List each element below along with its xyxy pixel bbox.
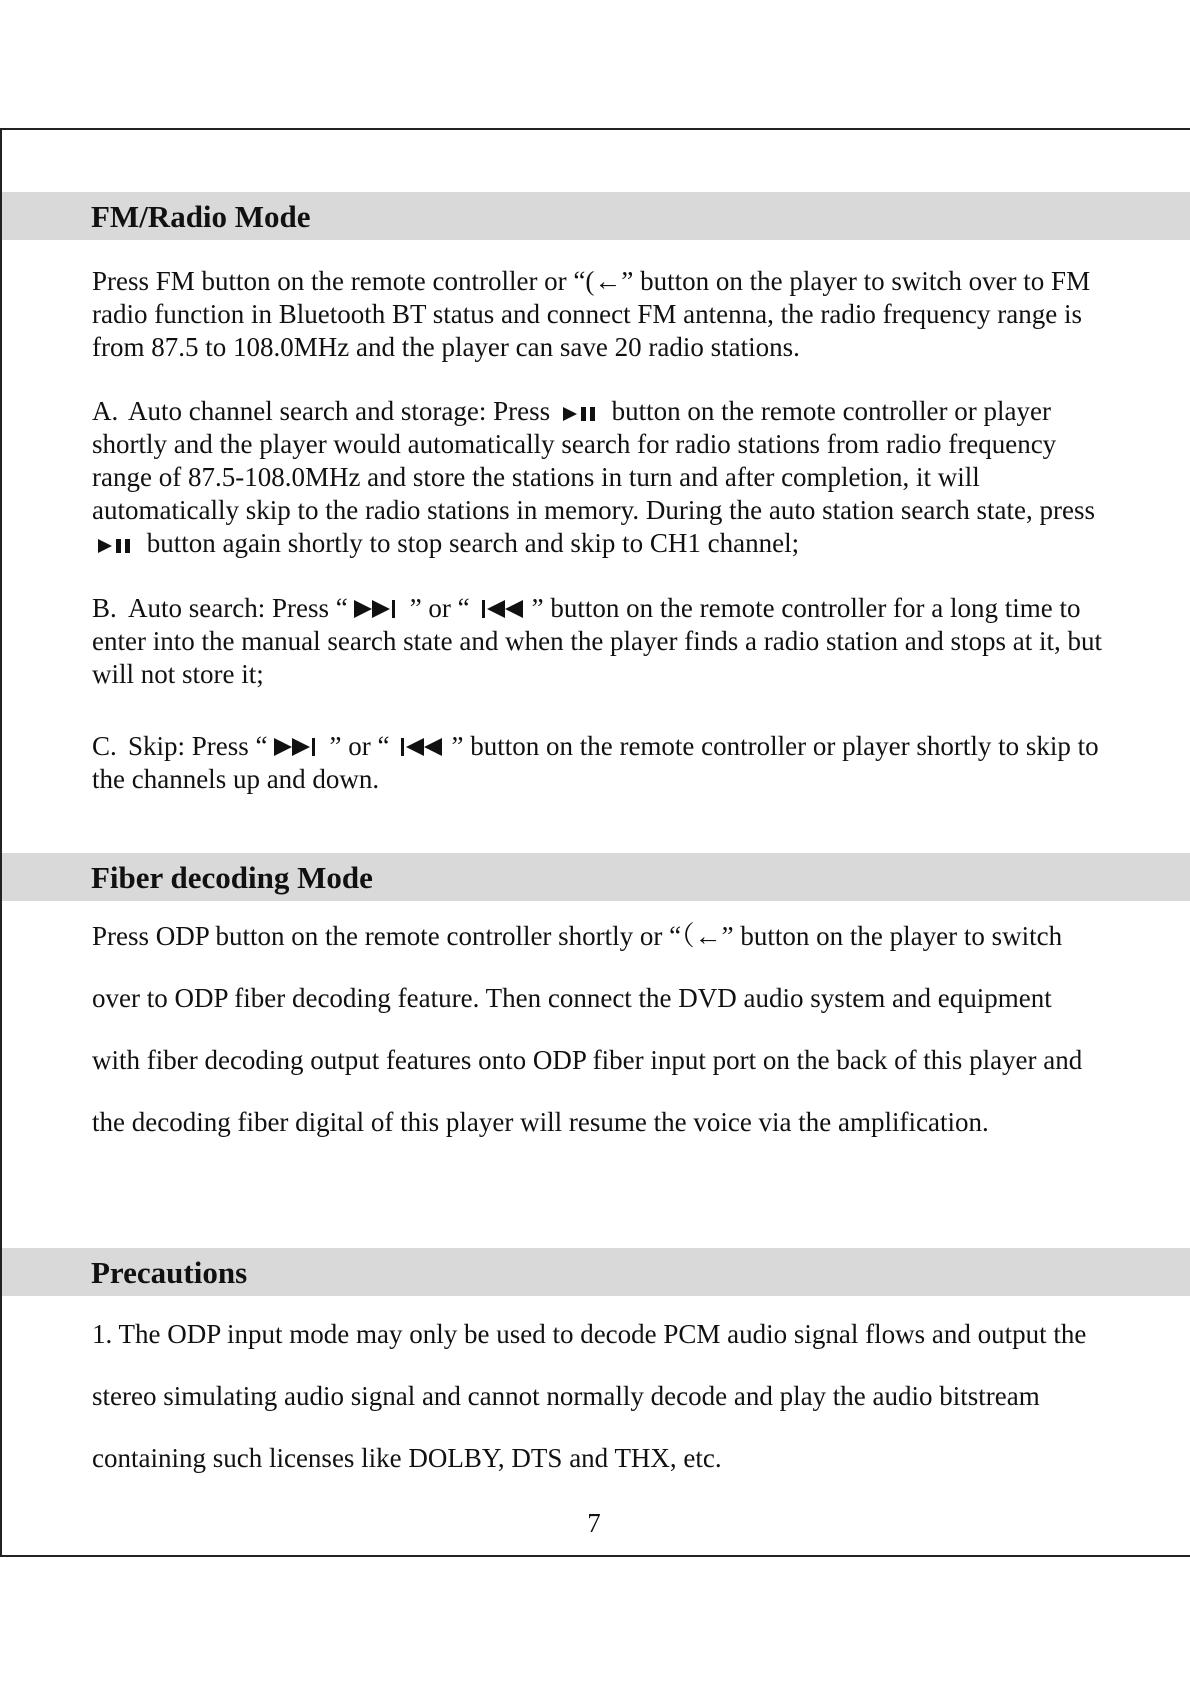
item-label: B. xyxy=(92,593,117,623)
section-title-fiber: Fiber decoding Mode xyxy=(91,860,373,895)
next-track-icon xyxy=(352,598,406,620)
fm-item-a xyxy=(92,395,1102,560)
section-title-fm: FM/Radio Mode xyxy=(91,199,311,234)
next-track-icon xyxy=(272,736,326,758)
previous-track-icon xyxy=(474,598,528,620)
play-pause-icon xyxy=(561,405,601,423)
play-pause-icon xyxy=(96,537,136,555)
item-b-text-3: ” button on the remote controller for a long time to enter into the manual search state and when the player finds a radio station and stops at it, but will not store it; xyxy=(92,593,1102,689)
item-c-text-1: Skip: Press “ xyxy=(128,731,268,761)
fm-item-b xyxy=(92,592,1102,691)
page-number: 7 xyxy=(587,1508,601,1538)
item-label: C. xyxy=(92,731,117,761)
section-header-fm xyxy=(2,192,1190,240)
precautions-text: 1. The ODP input mode may only be used to decode PCM audio signal flows and output the stereo simulating audio signal and cannot normally decode and play the audio bitstream containing such licenses like DOLBY, DTS and THX, etc. xyxy=(92,1319,1087,1473)
item-b-text-2: ” or “ xyxy=(409,593,470,623)
item-a-text-1: Auto channel search and storage: Press xyxy=(128,396,551,426)
fm-item-c xyxy=(92,730,1102,796)
item-b-text-1: Auto search: Press “ xyxy=(128,593,348,623)
previous-track-icon xyxy=(393,736,447,758)
item-a-text-2: button on the remote controller or player shortly and the player would automatically search for radio stations from radio frequency range of 87.5-108.0MHz and store the stations in turn and after completion, it will automatically skip to the radio stations in memory. During the auto station search state, press xyxy=(92,396,1096,525)
section-header-precautions xyxy=(2,1248,1190,1296)
item-c-text-2: ” or “ xyxy=(329,731,390,761)
item-label: A. xyxy=(92,396,119,426)
section-header-fiber xyxy=(2,853,1190,901)
item-a-text-3: button again shortly to stop search and skip to CH1 channel; xyxy=(146,528,800,558)
item-c-text-3: ” button on the remote controller or player shortly to skip to the channels up and down. xyxy=(92,731,1099,794)
section-title-precautions: Precautions xyxy=(91,1255,248,1290)
fm-intro: Press FM button on the remote controller or “(←” button on the player to switch over to FM radio function in Bluetooth BT status and connect FM antenna, the radio frequency range is from 87.5 to 108.0MHz and the player can save 20 radio stations. xyxy=(92,266,1091,362)
fiber-text: Press ODP button on the remote controller shortly or “（←” button on the player to switch over to ODP fiber decoding feature. Then connect the DVD audio system and equipment with fiber decoding output features onto ODP fiber input port on the back of this player and the decoding fiber digital of this player will resume the voice via the amplification. xyxy=(92,921,1083,1137)
